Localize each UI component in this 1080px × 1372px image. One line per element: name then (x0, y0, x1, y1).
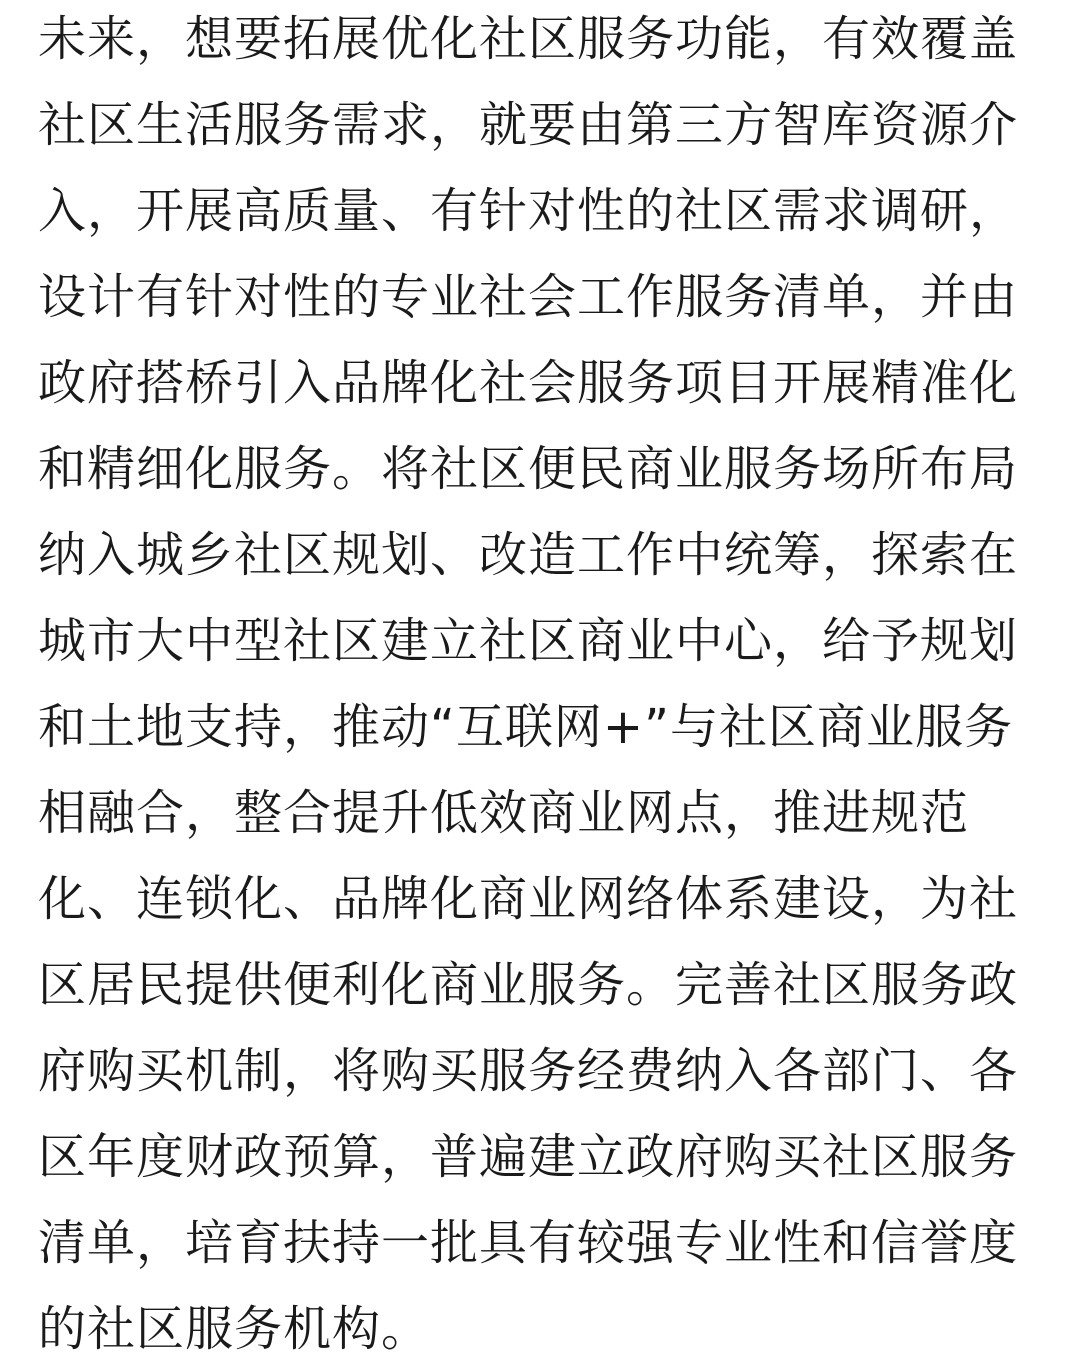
text-line: 化、连锁化、品牌化商业网络体系建设，为社 (38, 871, 1019, 927)
text-line: 的社区服务机构。 (38, 1301, 431, 1357)
text-line: 和土地支持，推动“互联网+”与社区商业服务 (38, 699, 1013, 755)
text-line: 政府搭桥引入品牌化社会服务项目开展精准化 (38, 355, 1019, 411)
text-line: 区年度财政预算，普遍建立政府购买社区服务 (38, 1129, 1019, 1185)
text-line: 未来，想要拓展优化社区服务功能，有效覆盖 (38, 11, 1019, 67)
text-line: 纳入城乡社区规划、改造工作中统筹，探索在 (38, 527, 1019, 583)
text-line: 城市大中型社区建立社区商业中心，给予规划 (38, 613, 1019, 669)
article-body (38, 0, 1048, 1372)
text-line: 入，开展高质量、有针对性的社区需求调研， (38, 183, 1019, 239)
text-line: 设计有针对性的专业社会工作服务清单，并由 (38, 269, 1019, 325)
text-line: 府购买机制，将购买服务经费纳入各部门、各 (38, 1043, 1019, 1099)
text-line: 清单，培育扶持一批具有较强专业性和信誉度 (38, 1215, 1019, 1271)
text-line: 区居民提供便利化商业服务。完善社区服务政 (38, 957, 1019, 1013)
text-line: 社区生活服务需求，就要由第三方智库资源介 (38, 97, 1019, 153)
text-line: 相融合，整合提升低效商业网点，推进规范 (38, 785, 970, 841)
text-line: 和精细化服务。将社区便民商业服务场所布局 (38, 441, 1019, 497)
